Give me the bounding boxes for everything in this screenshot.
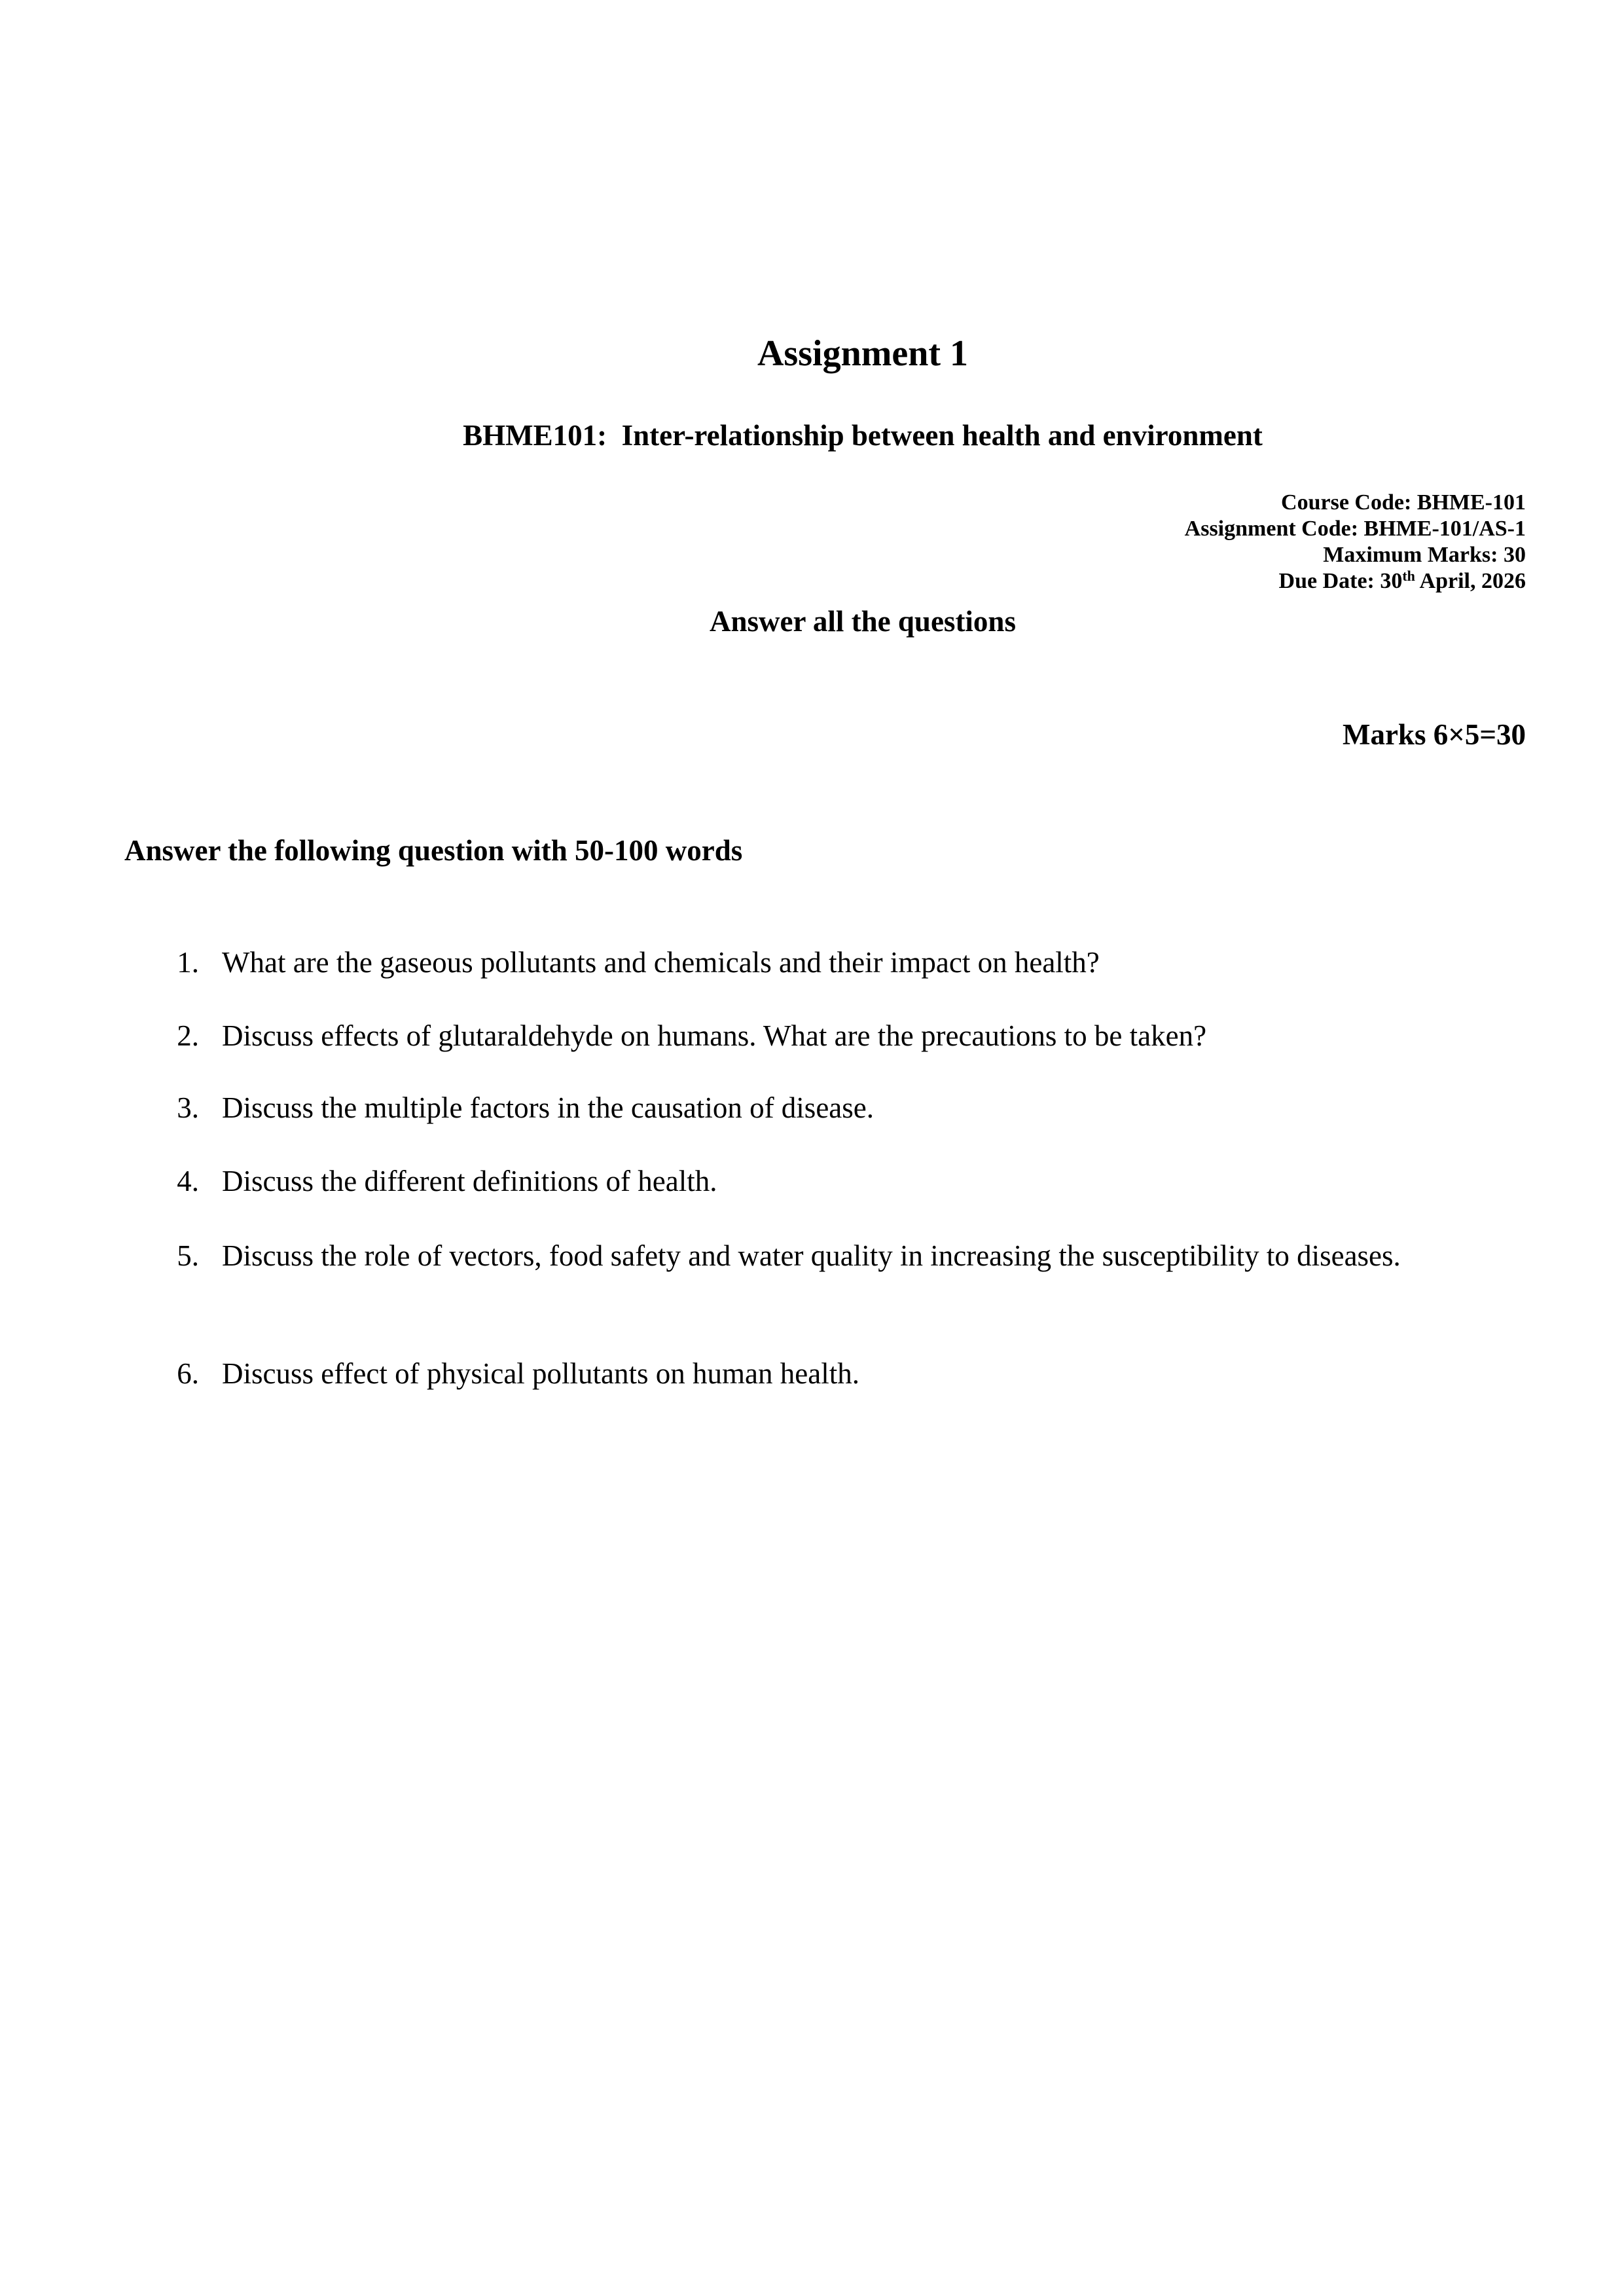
assignment-code: Assignment Code: BHME-101/AS-1 [1184,517,1526,541]
question-number: 1. [177,946,199,979]
question-text: Discuss effect of physical pollutants on human health. [222,1357,859,1390]
question-number: 3. [177,1091,199,1124]
due-date-prefix: Due Date: 30 [1278,569,1403,593]
question-text: Discuss the role of vectors, food safety and water quality in increasing the susceptibility to diseases. [222,1239,1401,1272]
question-text: Discuss the different definitions of health. [222,1165,717,1197]
question-number: 5. [177,1239,199,1272]
assignment-title: Assignment 1 [757,333,969,374]
question-text: Discuss the multiple factors in the causation of disease. [222,1091,874,1124]
due-date-ordinal: th [1402,568,1415,584]
course-code: Course Code: BHME-101 [1281,490,1526,515]
question-text: What are the gaseous pollutants and chemicals and their impact on health? [222,946,1100,979]
due-date-rest: April, 2026 [1415,569,1526,593]
question-number: 2. [177,1019,199,1052]
answer-all-heading: Answer all the questions [710,605,1016,638]
marks-total: Marks 6×5=30 [1342,718,1526,751]
question-number: 6. [177,1357,199,1390]
question-text: Discuss effects of glutaraldehyde on humans. What are the precautions to be taken? [222,1019,1207,1052]
course-title: BHME101: Inter-relationship between health and environment [463,419,1263,452]
instruction-heading: Answer the following question with 50-100 words [124,834,743,867]
maximum-marks: Maximum Marks: 30 [1323,543,1526,567]
question-number: 4. [177,1165,199,1197]
